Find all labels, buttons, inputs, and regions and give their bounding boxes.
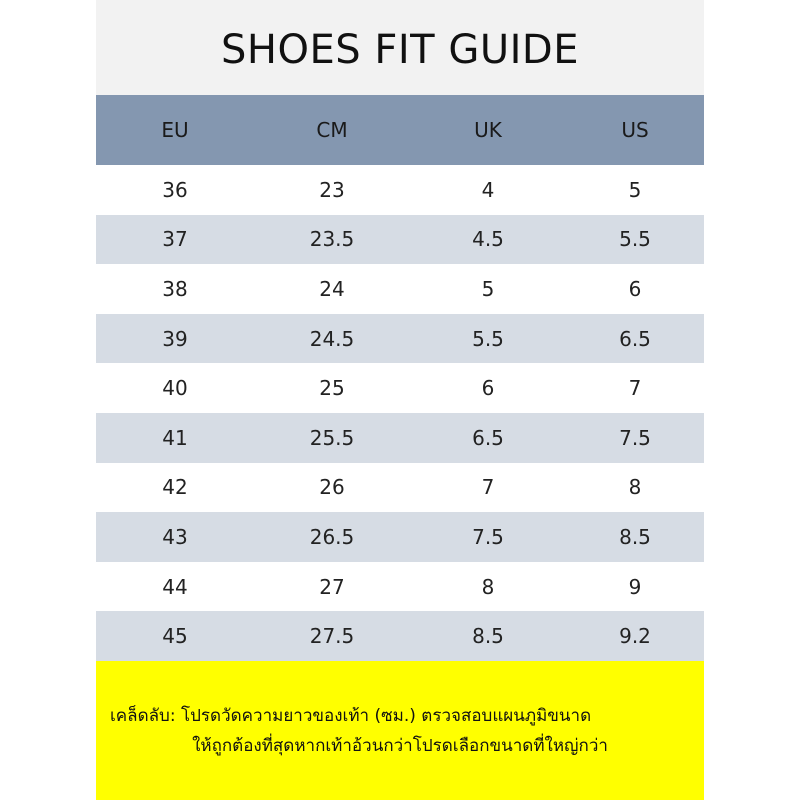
cell-eu: 41 [162,425,188,450]
table-row [96,314,704,364]
cell-us: 5 [628,177,642,202]
cell-cm: 25 [319,376,345,401]
table-header-row [96,95,704,165]
cell-cm: 24 [319,276,345,301]
table-row [96,413,704,463]
cell-eu: 37 [162,227,188,252]
cell-eu: 40 [162,376,188,401]
table-row [96,165,704,215]
cell-us: 5.5 [619,227,651,252]
tip-text-line-2: ให้ถูกต้องที่สุดหากเท้าอ้วนกว่าโปรดเลือกขนาดที่ใหญ่กว่า [192,735,608,756]
cell-us: 6 [628,276,642,301]
header-us: US [621,118,649,142]
cell-cm: 26 [319,475,345,500]
page-title: SHOES FIT GUIDE [221,26,579,73]
cell-uk: 8.5 [472,624,504,649]
cell-eu: 38 [162,276,188,301]
header-uk: UK [474,118,502,142]
title-bar [96,0,704,95]
table-row [96,264,704,314]
header-cm: CM [316,118,348,142]
cell-eu: 45 [162,624,188,649]
cell-eu: 36 [162,177,188,202]
tip-box [96,661,704,800]
cell-us: 7 [628,376,642,401]
cell-uk: 6.5 [472,425,504,450]
cell-cm: 26.5 [309,524,355,549]
table-row [96,363,704,413]
cell-cm: 23.5 [309,227,355,252]
cell-uk: 7 [481,475,495,500]
table-row [96,562,704,612]
cell-eu: 44 [162,574,188,599]
cell-eu: 42 [162,475,188,500]
cell-us: 9 [628,574,642,599]
cell-uk: 4.5 [472,227,504,252]
cell-us: 6.5 [619,326,651,351]
cell-cm: 24.5 [309,326,355,351]
header-eu: EU [161,118,189,142]
cell-eu: 39 [162,326,188,351]
cell-cm: 27.5 [309,624,355,649]
tip-text-line-1: เคล็ดลับ: โปรดวัดความยาวของเท้า (ซม.) ตรวจสอบแผนภูมิขนาด [110,705,592,726]
cell-uk: 7.5 [472,524,504,549]
cell-cm: 25.5 [309,425,355,450]
cell-cm: 23 [319,177,345,202]
cell-us: 7.5 [619,425,651,450]
table-row [96,463,704,513]
table-row [96,611,704,661]
cell-uk: 5.5 [472,326,504,351]
cell-uk: 6 [481,376,495,401]
table-row [96,512,704,562]
cell-uk: 5 [481,276,495,301]
size-table [96,95,704,661]
cell-eu: 43 [162,524,188,549]
cell-us: 8.5 [619,524,651,549]
cell-uk: 8 [481,574,495,599]
cell-us: 9.2 [619,624,651,649]
table-row [96,215,704,265]
cell-uk: 4 [481,177,495,202]
cell-cm: 27 [319,574,345,599]
cell-us: 8 [628,475,642,500]
shoes-fit-guide [96,0,704,800]
